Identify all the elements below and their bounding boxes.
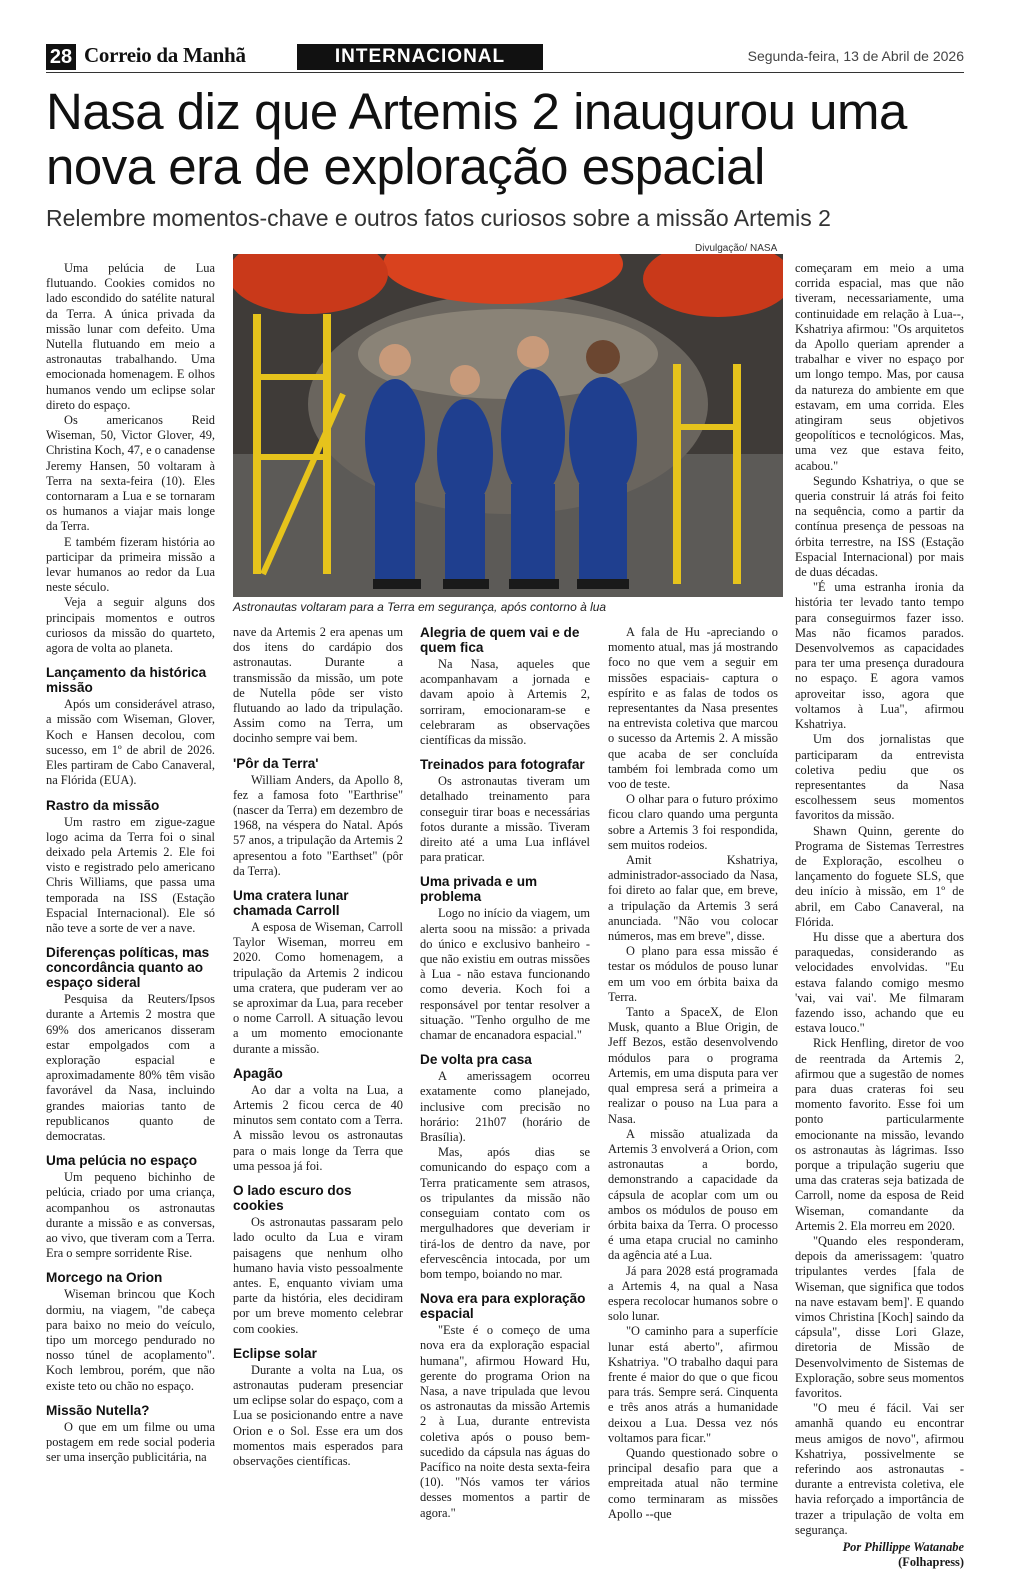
subheading: Nova era para exploração espacial xyxy=(420,1291,586,1322)
subheading: Uma cratera lunar chamada Carroll xyxy=(233,888,349,919)
paragraph: Já para 2028 está programada a Artemis 4, na qual a Nasa espera recolocar humanos sobre o solo lunar. xyxy=(608,1263,778,1324)
paragraph: Um dos jornalistas que participaram da entrevista coletiva pediu que os representantes da Nasa escolhessem seus momentos favoritos da missão. xyxy=(795,732,964,823)
paragraph: Os americanos Reid Wiseman, 50, Victor Glover, 49, Christina Koch, 47, e o canadense Jeremy Hansen, 50 voltaram à Terra na sexta-feira (10). Eles contornaram a Lua e se tornaram os humanos a viajar mais longe da Terra. xyxy=(46,413,215,534)
paragraph: Os astronautas passaram pelo lado oculto da Lua e viram paisagens que nenhum olho humano havia visto pessoalmente antes. E, enquanto viviam uma parte da história, eles decidiram por um breve momento celebrar com cookies. xyxy=(233,1215,403,1336)
subheading: O lado escuro dos cookies xyxy=(233,1183,352,1214)
paragraph: "Este é o começo de uma nova era da exploração espacial humana", afirmou Howard Hu, gerente do programa Orion na Nasa, a nave tripulada que levou os astronautas da missão Artemis 2 à Lua, durante entrevista coletiva após o pouso bem-sucedido da cápsula nas águas do Pacífico na noite desta sexta-feira (10). "Nós vamos ter vários desses momentos a partir de agora." xyxy=(420,1323,590,1520)
paragraph: Amit Kshatriya, administrador-associado da Nasa, foi direto ao falar que, em breve, a tripulação da Artemis 3 será anunciada. "Não vou colocar números, mas em breve", disse. xyxy=(608,853,778,944)
paragraph: Wiseman brincou que Koch dormiu, na viagem, "de cabeça para baixo no meio do veículo, tipo um morcego pendurado no nosso túnel de acoplamento". Koch lembrou, porém, que não existe teto ou chão no espaço. xyxy=(46,1287,215,1393)
paragraph: E também fizeram história ao participar da primeira missão a levar humanos ao redor da Lua neste século. xyxy=(46,534,215,595)
paragraph: Ao dar a volta na Lua, a Artemis 2 ficou cerca de 40 minutos sem contato com a Terra. A missão levou os astronautas para o mais longe da Terra que uma pessoa já foi. xyxy=(233,1082,403,1173)
photo-caption: Astronautas voltaram para a Terra em segurança, após contorno à lua xyxy=(233,600,607,614)
paragraph: "O meu é fácil. Vai ser amanhã quando eu encontrar meus amigos de novo", afirmou Kshatriya, possivelmente se referindo aos astronautas - durante a entrevista coletiva, ele havia reforçado a importância de trazer a tripulação de volta em segurança. xyxy=(795,1401,964,1537)
author-byline: Por Phillippe Watanabe xyxy=(842,1540,964,1555)
column-1 xyxy=(46,261,215,1465)
paragraph: começaram em meio a uma corrida espacial, mas que não tiveram, necessariamente, uma continuidade em relação à Lua--, Kshatriya afirmou: "Os arquitetos da Apollo queriam aprender a trabalhar e viver no espaço por um longo tempo. Mas, por causa da natureza do ambiente em que estavam, em uma corrida. Eles atingiram seus objetivos geopolíticos e tecnológicos. Mas, uma vez que estava feito, acabou." xyxy=(795,261,964,473)
subheading: Uma privada e um problema xyxy=(420,874,538,905)
paragraph: Um pequeno bichinho de pelúcia, criado por uma criança, acompanhou os astronautas durante a missão e as conversas, ao vivo, que tiveram com a Terra. Era o sempre sorridente Rise. xyxy=(46,1170,215,1261)
paragraph: A fala de Hu -apreciando o momento atual, mas já mostrando foco no que vem a seguir em missões espaciais- captura o espírito e as falas de todos os representantes da Nasa presentes na entrevista coletiva que marcou o sucesso da Artemis 2. A missão que acaba de ser concluída também foi lembrada como um voo de teste. xyxy=(608,625,778,792)
column-3 xyxy=(420,625,590,1521)
paragraph: Segundo Kshatriya, o que se queria construir lá atrás foi feito na sequência, como a partir da contínua presença de pessoas na órbita terrestre, na ISS (Estação Espacial Internacional) por mais de duas décadas. xyxy=(795,473,964,580)
paragraph: Após um considerável atraso, a missão com Wiseman, Glover, Koch e Hansen decolou, com sucesso, em 1º de abril de 2026. Eles partiram de Cabo Canaveral, na Flórida (EUA). xyxy=(46,697,215,788)
paragraph: Durante a volta na Lua, os astronautas puderam presenciar um eclipse solar do espaço, com a Lua se posicionando entre a nave Orion e o Sol. Esse era um dos momentos mais esperados para observações científicas. xyxy=(233,1362,403,1468)
paragraph: Os astronautas tiveram um detalhado treinamento para conseguir tirar boas e necessárias fotos durante a missão. Tiveram direito até a uma Lua inflável para praticar. xyxy=(420,774,590,865)
paragraph: O que em um filme ou uma postagem em rede social poderia ser uma inserção publicitária, na xyxy=(46,1419,215,1465)
issue-date: Segunda-feira, 13 de Abril de 2026 xyxy=(747,48,964,64)
paragraph: Hu disse que a abertura dos paraquedas, considerando as velocidades envolvidas. "Eu estava falando comigo mesmo 'vai, vai vai'. Me filmaram fazendo isso, achando que eu estava louco." xyxy=(795,929,964,1036)
paragraph: nave da Artemis 2 era apenas um dos itens do cardápio dos astronautas. Durante a transmissão da missão, um pote de Nutella pôde ser visto flutuando ao lado da tripulação. Assim como na Terra, um docinho sempre vai bem. xyxy=(233,625,403,746)
subheading: Missão Nutella? xyxy=(46,1402,150,1418)
photo-credit: Divulgação/ NASA xyxy=(695,243,778,254)
paragraph: A missão atualizada da Artemis 3 envolverá a Orion, com astronautas a bordo, demonstrando a capacidade da cápsula de acoplar com um ou ambos os módulos de pouso em órbita baixa da Terra. O processo é uma etapa crucial no caminho da agência até a Lua. xyxy=(608,1126,778,1263)
subheading: Apagão xyxy=(233,1065,283,1081)
page-number: 28 xyxy=(46,44,76,70)
subheading: Uma pelúcia no espaço xyxy=(46,1153,198,1169)
paragraph: "É uma estranha ironia da história ter levado tanto tempo para conseguirmos fazer isso. Mas não ficamos parados. Desenvolvemos as capacidades para ter uma presença duradoura no espaço. E agora vamos aproveitar isso, agora que voltamos à Lua", afirmou Kshatriya. xyxy=(795,580,964,732)
subheading: Eclipse solar xyxy=(233,1345,317,1361)
paragraph: Um rastro em zigue-zague logo acima da Terra foi o sinal deixado pela Artemis 2. Ele foi visto e registrado pelo americano Chris Williams, que passa uma temporada na ISS (Estação Espacial Internacional). Ele só não teve a sorte de ver a nave. xyxy=(46,814,215,935)
header-rule xyxy=(46,72,964,73)
column-2 xyxy=(233,625,403,1469)
paragraph: Mas, após dias se comunicando do espaço com a Terra praticamente sem atrasos, os tripulantes da missão não conseguiam contato com os mergulhadores que deveriam ir tirá-los de dentro da nave, por efervescência intocada, por um bom tempo, boiando no mar. xyxy=(420,1145,590,1281)
paragraph: "O caminho para a superfície lunar está aberto", afirmou Kshatriya. "O trabalho daqui para frente é maior do que o que ficou para trás. Sempre será. Cinquenta e três anos atrás a humanidade deixou a Lua. Dessa vez nós voltamos para ficar." xyxy=(608,1324,778,1445)
paragraph: Shawn Quinn, gerente do Programa de Sistemas Terrestres de Exploração, escolheu o lançamento do foguete SLS, que deu início à missão, em 1º de abril, em Cabo Canaveral, na Flórida. xyxy=(795,823,964,929)
paragraph: William Anders, da Apollo 8, fez a famosa foto "Earthrise" (nascer da Terra) em dezembro de 1968, na véspera do Natal. Após 57 anos, a tripulação da Artemis 2 apresentou a foto "Earthset" (pôr da Terra). xyxy=(233,772,403,878)
agency-credit: (Folhapress) xyxy=(898,1555,964,1570)
subheading: Treinados para fotografar xyxy=(420,757,585,773)
astronauts-illustration xyxy=(233,254,783,597)
column-4 xyxy=(608,625,778,1522)
paragraph: A esposa de Wiseman, Carroll Taylor Wiseman, morreu em 2020. Como homenagem, a tripulação da Artemis 2 indicou uma cratera, que puderam ver ao se aproximar da Lua, para receber o nome Carroll. A situação levou a um momento emocionante durante a missão. xyxy=(233,920,403,1056)
paragraph: "Quando eles responderam, depois da amerissagem: 'quatro tripulantes verdes [fala de Wiseman, que significa que todos na nave estavam bem]'. E quando vimos Christina [Koch] saindo da cápsula", disse Lori Glaze, diretoria de Missão de Desenvolvimento de Sistemas de Exploração, sobre seus momentos favoritos. xyxy=(795,1234,964,1401)
subheading: Lançamento da histórica missão xyxy=(46,665,207,696)
paragraph: Uma pelúcia de Lua flutuando. Cookies comidos no lado escondido do satélite natural da Terra. A única privada da missão lunar com defeito. Uma Nutella flutuando em meio a astronautas trabalhando. Uma emocionada homenagem. E olhos humanos vendo um eclipse solar direto do espaço. xyxy=(46,261,215,412)
paragraph: Rick Henfling, diretor de voo de reentrada da Artemis 2, afirmou que a sugestão de nomes para duas crateras foi seu momento favorito. Esse foi um ponto particularmente emocionante na missão, levando os astronautas às lágrimas. Isso porque a tripulação sugeriu que uma das crateras seja batizada de Carroll, nome da esposa de Reid Wiseman, comandante da Artemis 2. Ela morreu em 2020. xyxy=(795,1036,964,1233)
paragraph: A amerissagem ocorreu exatamente como planejado, inclusive com precisão no horário: 21h07 (horário de Brasília). xyxy=(420,1069,590,1145)
subheading: 'Pôr da Terra' xyxy=(233,755,319,771)
paragraph: Na Nasa, aqueles que acompanhavam a jornada e davam apoio à Artemis 2, sorriram, emocionaram-se e celebraram as observações científicas da missão. xyxy=(420,657,590,748)
subheading: De volta pra casa xyxy=(420,1052,532,1068)
section-label: INTERNACIONAL xyxy=(297,44,543,70)
astronauts-photo xyxy=(233,254,783,597)
paragraph: Quando questionado sobre o principal desafio para que a empreitada atual não termine como terminaram as missões Apollo --que xyxy=(608,1445,778,1521)
masthead xyxy=(46,44,964,72)
subheading: Diferenças políticas, mas concordância quanto ao espaço sideral xyxy=(46,945,210,991)
paragraph: Logo no início da viagem, um alerta soou na missão: a privada do único e exclusivo banheiro -que não existiu em outras missões à Lua - não estava funcionando como deveria. Koch foi a responsável por tentar resolver a situação. "Tenho orgulho de me chamar de encanadora espacial." xyxy=(420,906,590,1043)
subheadline: Relembre momentos-chave e outros fatos curiosos sobre a missão Artemis 2 xyxy=(46,205,831,231)
subheading: Rastro da missão xyxy=(46,797,160,813)
subheading: Alegria de quem vai e de quem fica xyxy=(420,625,580,655)
paragraph: Veja a seguir alguns dos principais momentos e outros curiosos da missão do quarteto, agora de volta ao planeta. xyxy=(46,595,215,656)
column-5 xyxy=(795,261,964,1570)
paragraph: Tanto a SpaceX, de Elon Musk, quanto a Blue Origin, de Jeff Bezos, estão desenvolvendo módulos para o programa Artemis, em uma disputa para ver qual empresa será a primeira a realizar o pouso na Lua para a Nasa. xyxy=(608,1005,778,1126)
newspaper-name: Correio da Manhã xyxy=(84,43,246,67)
headline: Nasa diz que Artemis 2 inaugurou uma nova era de exploração espacial xyxy=(46,83,907,195)
paragraph: Pesquisa da Reuters/Ipsos durante a Artemis 2 mostra que 69% dos americanos disseram estar empolgados com a exploração espacial e aproximadamente 80% têm visão favorável da Nasa, incluindo grandes maiorias tanto de republicanos quanto de democratas. xyxy=(46,992,215,1143)
subheading: Morcego na Orion xyxy=(46,1270,163,1286)
paragraph: O olhar para o futuro próximo ficou claro quando uma pergunta sobre a Artemis 3 foi respondida, sem muitos rodeios. xyxy=(608,792,778,852)
paragraph: O plano para essa missão é testar os módulos de pouso lunar em um voo em órbita baixa da Terra. xyxy=(608,944,778,1004)
